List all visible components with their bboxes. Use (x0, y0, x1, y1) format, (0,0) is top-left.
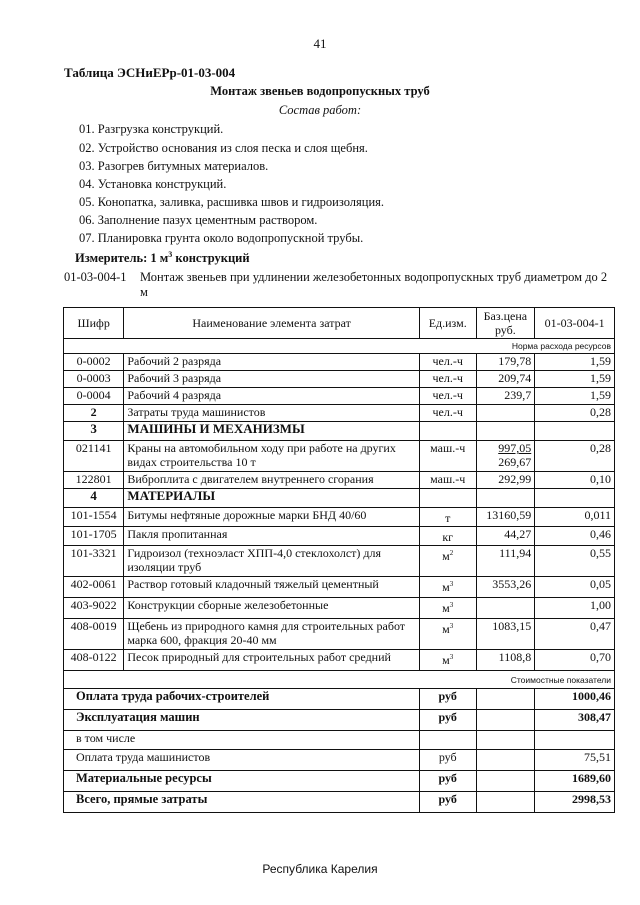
header-price: Баз.цена руб. (476, 308, 535, 339)
row-price: 13160,59 (476, 508, 535, 527)
cost-name: Эксплуатация машин (64, 710, 420, 731)
header-code: Шифр (64, 308, 124, 339)
row-unit: $м^3$ (419, 650, 476, 671)
row-price: 44,27 (476, 527, 535, 546)
row-price: 1108,8 (476, 650, 535, 671)
row-name: Песок природный для строительных работ средний (124, 650, 420, 671)
operation-item: 03. Разогрев битумных материалов. (79, 159, 269, 173)
cost-value: 308,47 (535, 710, 615, 731)
row-name: Пакля пропитанная (124, 527, 420, 546)
cost-row (64, 792, 615, 813)
cost-value: 1689,60 (535, 771, 615, 792)
cost-note-row (64, 671, 615, 689)
operation-item: 01. Разгрузка конструкций. (79, 122, 224, 136)
cost-name: Всего, прямые затраты (64, 792, 420, 813)
row-norm: 0,46 (535, 527, 615, 546)
row-price: 1083,15 (476, 619, 535, 650)
row-unit: $м^3$ (419, 577, 476, 598)
row-unit: $м^3$ (419, 619, 476, 650)
cost-value (535, 731, 615, 750)
table-header-row (64, 308, 615, 339)
table-row (64, 546, 615, 577)
table-row (64, 527, 615, 546)
row-name: Раствор готовый кладочный тяжелый цементный (124, 577, 420, 598)
row-price (476, 405, 535, 422)
cost-name: в том числе (64, 731, 420, 750)
row-name: Краны на автомобильном ходу при работе на других видах строительства 10 т (124, 441, 420, 472)
row-code: 408-0019 (64, 619, 124, 650)
table-row (64, 371, 615, 388)
row-price: 292,99 (476, 472, 535, 489)
row-unit: чел.-ч (419, 405, 476, 422)
row-code: 0-0003 (64, 371, 124, 388)
row-unit: $м^2$ (419, 546, 476, 577)
row-unit: маш.-ч (419, 441, 476, 472)
row-norm: 0,70 (535, 650, 615, 671)
row-name: Конструкции сборные железобетонные (124, 598, 420, 619)
work-title: Монтаж звеньев водопропускных труб (210, 84, 430, 98)
cost-unit (419, 731, 476, 750)
item-code: 01-03-004-1 (64, 270, 127, 284)
header-unit: Ед.изм. (419, 308, 476, 339)
norm-note-row (64, 339, 615, 354)
table-row (64, 577, 615, 598)
row-name: Виброплита с двигателем внутреннего сгорания (124, 472, 420, 489)
operation-item: 05. Конопатка, заливка, расшивка швов и гидроизоляция. (79, 195, 385, 209)
cost-note: Стоимостные показатели (64, 671, 615, 689)
operation-item: 07. Планировка грунта около водопропускной трубы. (79, 231, 364, 245)
row-norm: 1,59 (535, 371, 615, 388)
cost-row (64, 710, 615, 731)
row-norm: 0,28 (535, 405, 615, 422)
operation-item: 06. Заполнение пазух цементным раствором. (79, 213, 318, 227)
cost-value: 1000,46 (535, 689, 615, 710)
row-unit: чел.-ч (419, 354, 476, 371)
section-row (64, 422, 615, 441)
table-row (64, 619, 615, 650)
row-name: Гидроизол (техноэласт ХПП-4,0 стеклохолст) для изоляции труб (124, 546, 420, 577)
row-code: 021141 (64, 441, 124, 472)
cost-row (64, 731, 615, 750)
row-code: 402-0061 (64, 577, 124, 598)
row-norm: 0,05 (535, 577, 615, 598)
row-price: 209,74 (476, 371, 535, 388)
cost-unit: руб (419, 689, 476, 710)
table-row (64, 441, 615, 472)
row-unit: чел.-ч (419, 371, 476, 388)
row-unit: кг (419, 527, 476, 546)
row-code: 101-3321 (64, 546, 124, 577)
work-subtitle: Состав работ: (278, 103, 362, 117)
row-name: Рабочий 2 разряда (124, 354, 420, 371)
cost-unit: руб (419, 710, 476, 731)
row-code: 101-1705 (64, 527, 124, 546)
row-norm: 0,47 (535, 619, 615, 650)
row-price: 3553,26 (476, 577, 535, 598)
cost-unit: руб (419, 771, 476, 792)
section-code: 3 (64, 422, 124, 441)
row-norm: 0,28 (535, 441, 615, 472)
row-code: 101-1554 (64, 508, 124, 527)
cost-row (64, 771, 615, 792)
table-row (64, 388, 615, 405)
cost-unit: руб (419, 750, 476, 771)
row-norm: 0,011 (535, 508, 615, 527)
section-code: 4 (64, 489, 124, 508)
row-norm: 1,59 (535, 388, 615, 405)
row-name: Затраты труда машинистов (124, 405, 420, 422)
cost-unit: руб (419, 792, 476, 813)
header-norm: 01-03-004-1 (535, 308, 615, 339)
measurement-unit: Измеритель: 1 $м^3$ конструкций (75, 250, 250, 266)
operation-item: 02. Устройство основания из слоя песка и слоя щебня. (79, 141, 368, 155)
table-row (64, 354, 615, 371)
norm-note: Норма расхода ресурсов (64, 339, 615, 354)
row-price: 997,05 269,67 (476, 441, 535, 472)
page-footer: Республика Карелия (262, 862, 378, 876)
cost-value: 2998,53 (535, 792, 615, 813)
row-unit: т (419, 508, 476, 527)
row-price: 239,7 (476, 388, 535, 405)
table-row (64, 472, 615, 489)
cost-row (64, 750, 615, 771)
section-title: МАШИНЫ И МЕХАНИЗМЫ (124, 422, 420, 441)
row-unit: маш.-ч (419, 472, 476, 489)
row-code: 2 (64, 405, 124, 422)
section-title: МАТЕРИАЛЫ (124, 489, 420, 508)
table-row (64, 508, 615, 527)
resource-table (63, 307, 615, 813)
row-name: Рабочий 3 разряда (124, 371, 420, 388)
header-name: Наименование элемента затрат (124, 308, 420, 339)
table-row (64, 405, 615, 422)
row-code: 403-9022 (64, 598, 124, 619)
row-norm: 0,55 (535, 546, 615, 577)
row-name: Битумы нефтяные дорожные марки БНД 40/60 (124, 508, 420, 527)
row-norm: 1,00 (535, 598, 615, 619)
operation-item: 04. Установка конструкций. (79, 177, 227, 191)
table-row (64, 650, 615, 671)
row-unit: $м^3$ (419, 598, 476, 619)
cost-name: Оплата труда рабочих-строителей (64, 689, 420, 710)
row-code: 0-0004 (64, 388, 124, 405)
cost-value: 75,51 (535, 750, 615, 771)
table-title: Таблица ЭСНиЕРр-01-03-004 (64, 65, 236, 80)
cost-name: Материальные ресурсы (64, 771, 420, 792)
section-row (64, 489, 615, 508)
page-number: 41 (313, 36, 327, 51)
row-price: 111,94 (476, 546, 535, 577)
row-price: 179,78 (476, 354, 535, 371)
row-unit: чел.-ч (419, 388, 476, 405)
row-code: 0-0002 (64, 354, 124, 371)
row-norm: 0,10 (535, 472, 615, 489)
row-norm: 1,59 (535, 354, 615, 371)
row-name: Рабочий 4 разряда (124, 388, 420, 405)
row-code: 122801 (64, 472, 124, 489)
row-price (476, 598, 535, 619)
row-name: Щебень из природного камня для строительных работ марка 600, фракция 20-40 мм (124, 619, 420, 650)
cost-name: Оплата труда машинистов (64, 750, 420, 771)
row-code: 408-0122 (64, 650, 124, 671)
item-description: Монтаж звеньев при удлинении железобетонных водопропускных труб диаметром до 2 м (140, 270, 608, 299)
cost-row (64, 689, 615, 710)
table-row (64, 598, 615, 619)
